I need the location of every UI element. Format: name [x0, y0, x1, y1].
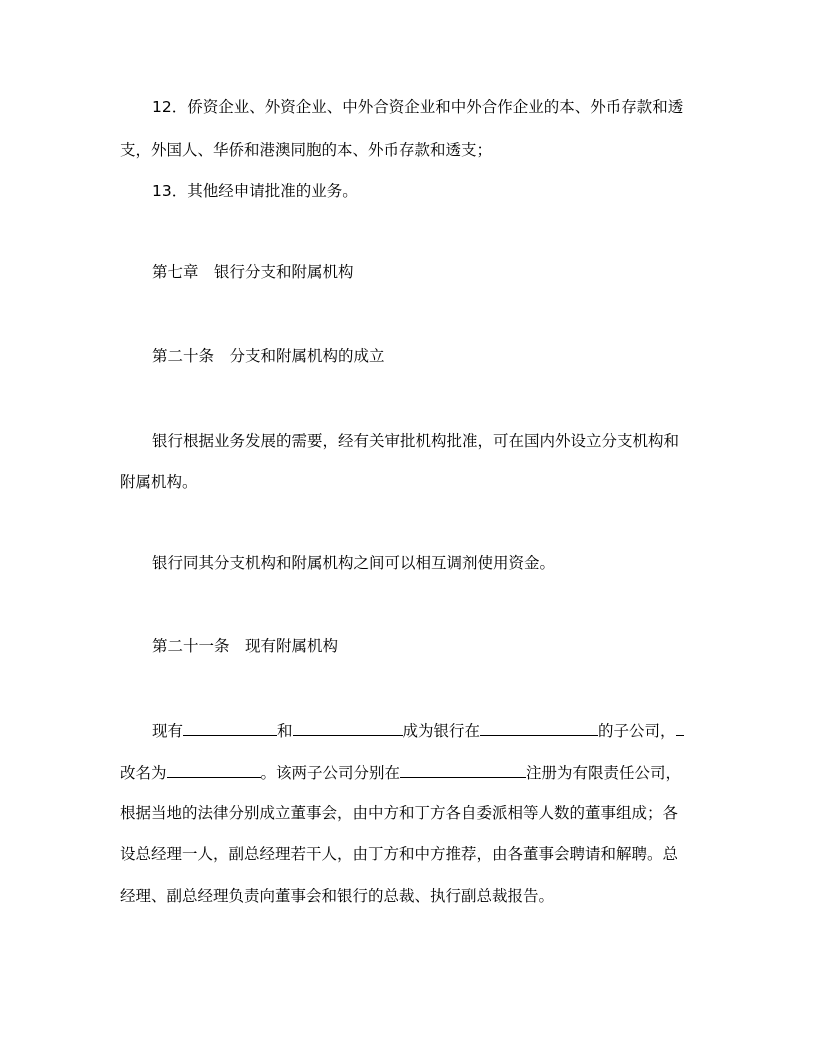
text-segment: 。该两子公司分别在 — [260, 764, 401, 782]
article-21-paragraph-line-3: 根据当地的法律分别成立董事会，由中方和丁方各自委派相等人数的董事组成；各 — [120, 804, 679, 822]
article-21-heading: 第二十一条 现有附属机构 — [152, 637, 339, 655]
article-21-paragraph-line-1 — [152, 719, 684, 742]
blank-field — [183, 719, 277, 736]
list-item-13: 13．其他经申请批准的业务。 — [152, 182, 358, 200]
article-20-paragraph-2: 银行同其分支机构和附属机构之间可以相互调剂使用资金。 — [152, 554, 556, 572]
blank-field — [480, 719, 598, 736]
text-segment: 的子公司， — [598, 722, 676, 740]
article-20-paragraph-1-line-1: 银行根据业务发展的需要，经有关审批机构批准，可在国内外设立分支机构和 — [152, 432, 680, 450]
article-20-paragraph-1-line-2: 附属机构。 — [120, 473, 198, 491]
blank-field — [167, 761, 261, 778]
text-segment: 和 — [277, 722, 293, 740]
blank-field — [293, 719, 403, 736]
text-segment: 现有 — [152, 722, 184, 740]
list-item-12-line-2: 支，外国人、华侨和港澳同胞的本、外币存款和透支； — [120, 141, 493, 159]
list-item-12-line-1: 12．侨资企业、外资企业、中外合资企业和中外合作企业的本、外币存款和透 — [152, 98, 684, 116]
article-21-paragraph-line-4: 设总经理一人，副总经理若干人，由丁方和中方推荐，由各董事会聘请和解聘。总 — [120, 845, 679, 863]
blank-field — [676, 719, 684, 736]
article-21-paragraph-line-2 — [120, 761, 681, 784]
chapter-heading: 第七章 银行分支和附属机构 — [152, 263, 354, 281]
blank-field — [400, 761, 526, 778]
article-21-paragraph-line-5: 经理、副总经理负责向董事会和银行的总裁、执行副总裁报告。 — [120, 887, 555, 905]
text-segment: 成为银行在 — [402, 722, 481, 740]
text-segment: 注册为有限责任公司， — [526, 764, 682, 782]
article-20-heading: 第二十条 分支和附属机构的成立 — [152, 347, 385, 365]
text-segment: 改名为 — [120, 764, 167, 782]
